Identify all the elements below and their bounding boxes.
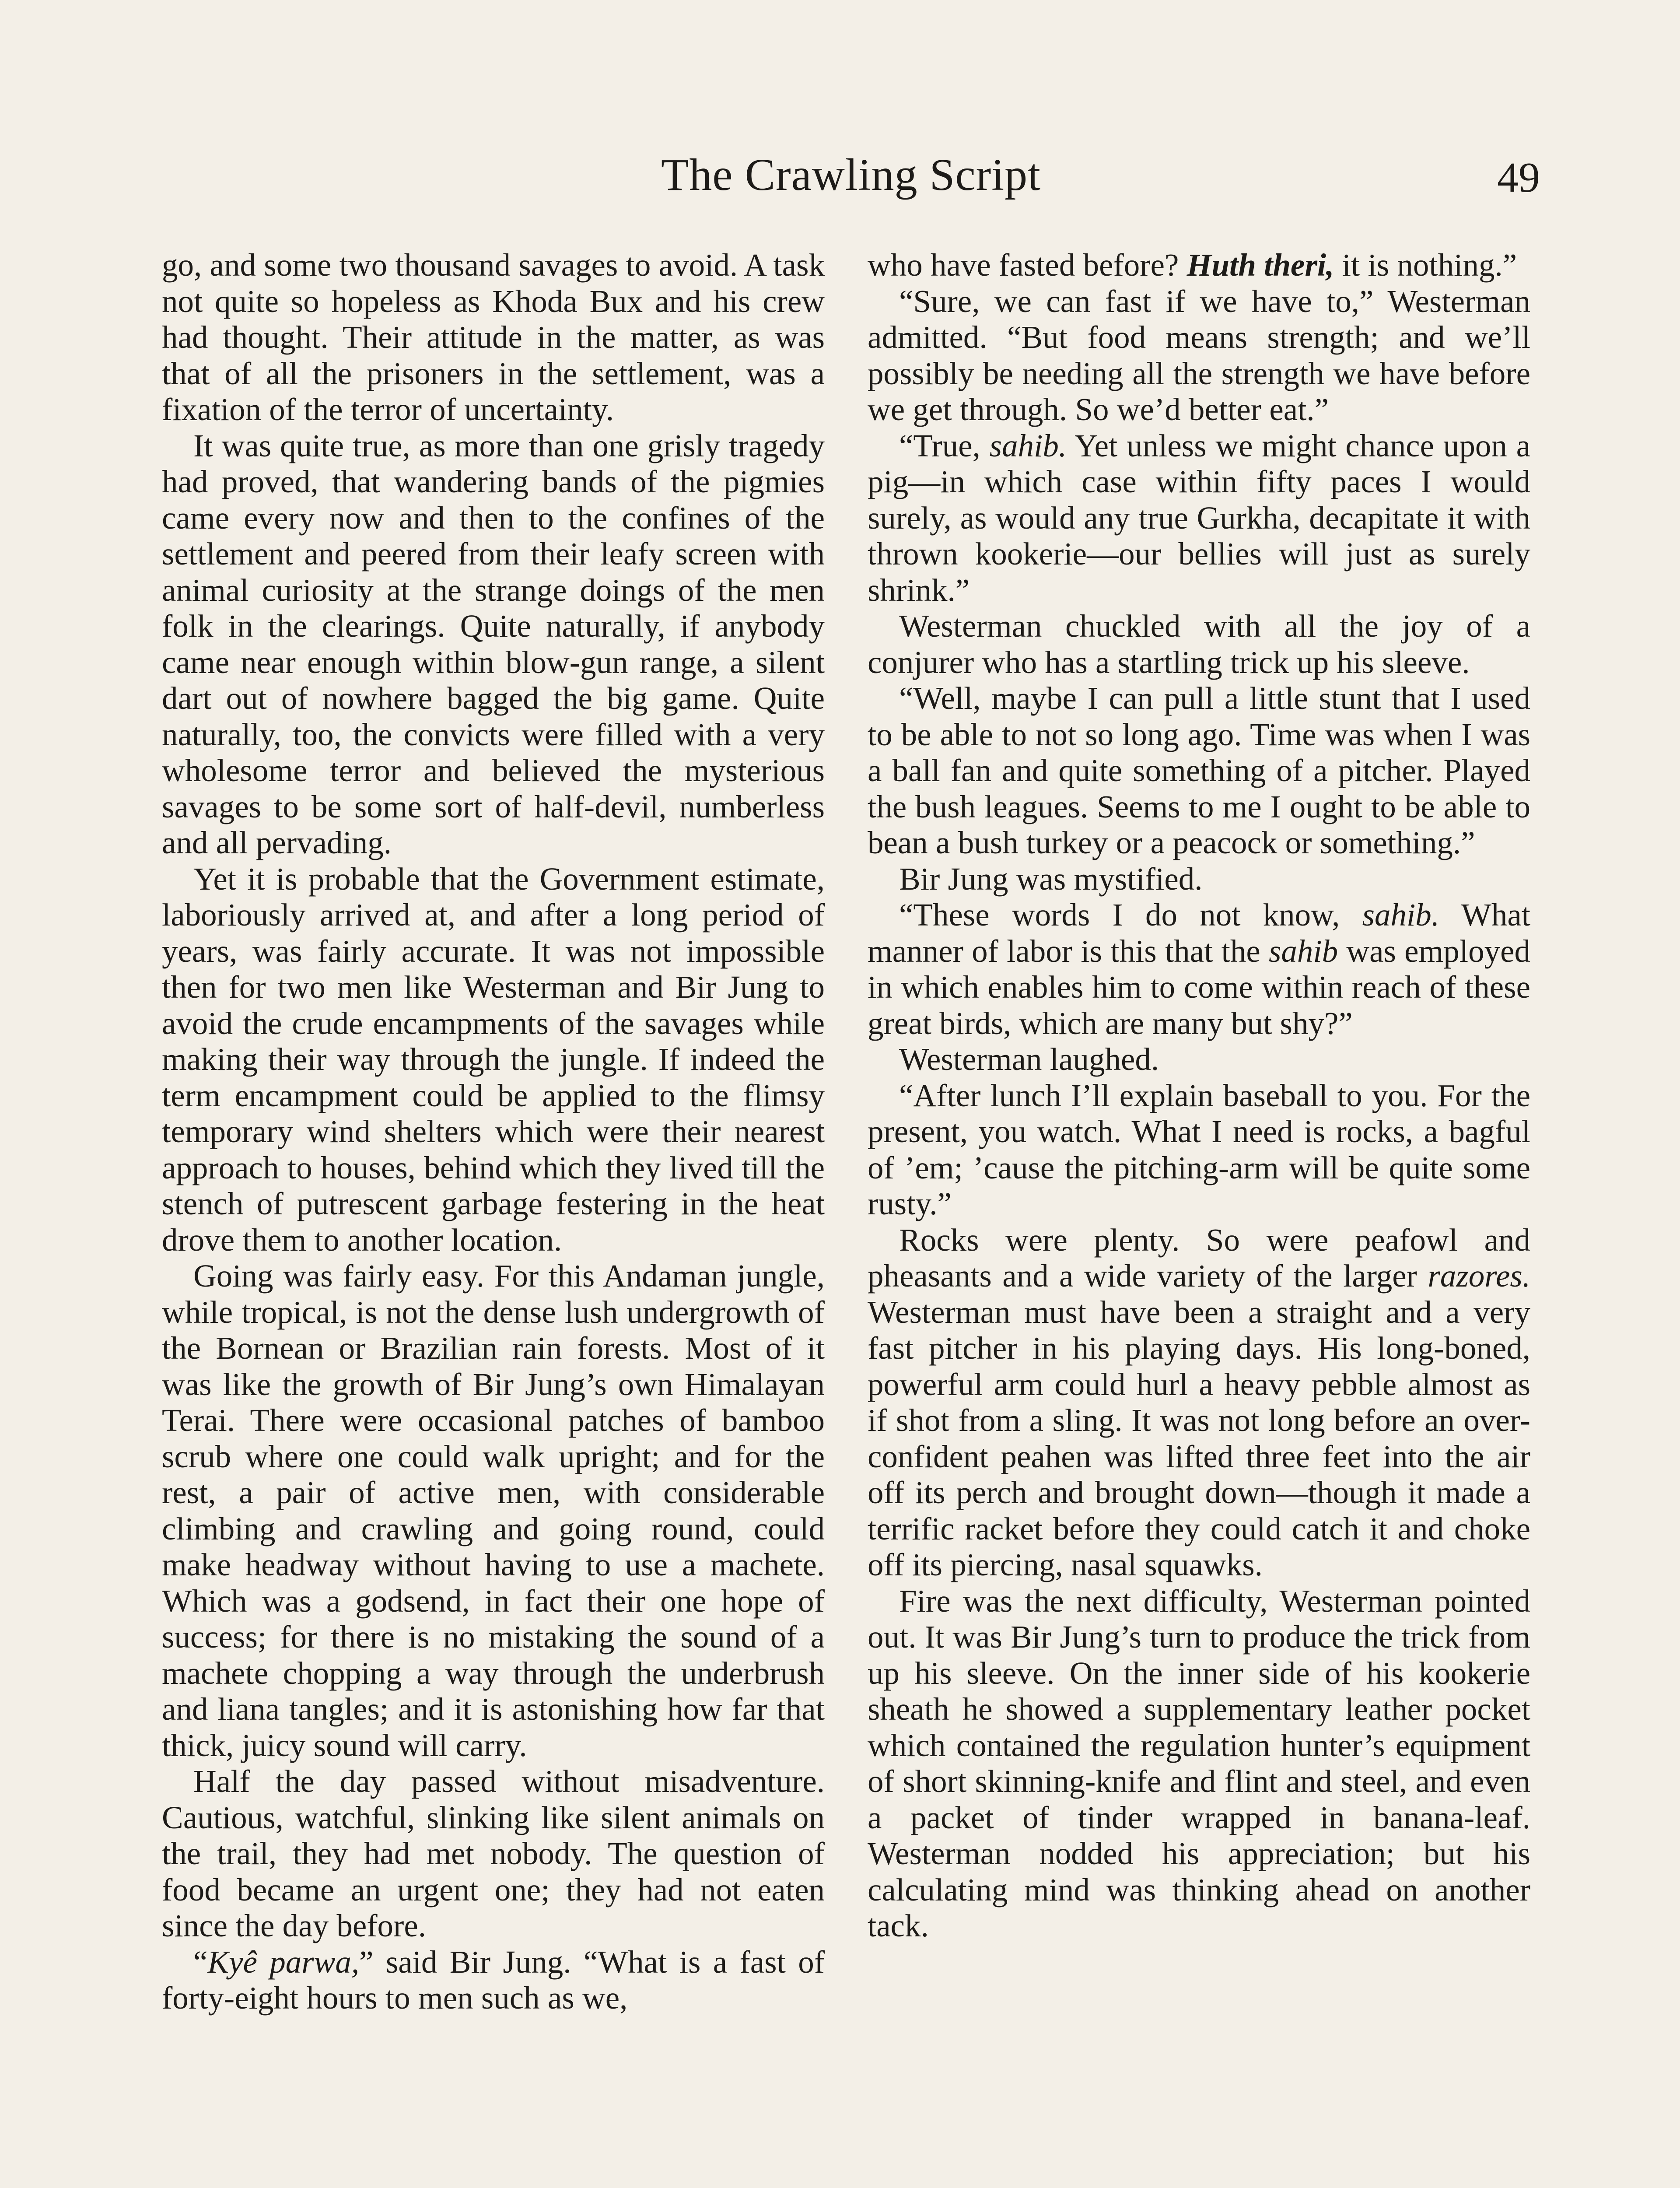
italic-word: sahib. [1362, 897, 1440, 933]
paragraph: It was quite true, as more than one grisly tragedy had proved, that wandering bands of the pigmies came every now and then to the confines of the settlement and peered from their leafy screen with animal curiosity at the strange doings of the men folk in the clearings. Quite naturally, if anybody came near enough within blow-gun range, a silent dart out of nowhere bagged the big game. Quite naturally, too, the convicts were filled with a very wholesome terror and believed the mysterious savages to be some sort of half-devil, numberless and all pervading. [162, 428, 825, 860]
paragraph: go, and some two thousand savages to avoid. A task not quite so hopeless as Khoda Bux and his crew had thought. Their attitude in the matter, as was that of all the prisoners in the settlement, was a fixation of the terror of uncertainty. [162, 247, 825, 427]
paragraph: Half the day passed without misadventure. Cautious, watchful, slinking like silent animals on the trail, they had met nobody. The question of food became an urgent one; they had not eaten since the day before. [162, 1764, 825, 1943]
open-quote: “ [193, 1944, 208, 1980]
hindustani-phrase: Huth theri, [1186, 247, 1334, 283]
paragraph-text: Westerman must have been a straight and a very fast pitcher in his playing days. His long-boned, powerful arm could hurl a heavy pebble almost as if shot from a sling. It was not long before an over-confident peahen was lifted three feet into the air off its perch and brought down—though it made a terrific racket before they could catch it and choke off its piercing, nasal squawks. [868, 1294, 1530, 1582]
paragraph: “Sure, we can fast if we have to,” Westerman admitted. “But food means strength; and we’ll possibly be needing all the strength we have before we get through. So we’d better eat.” [868, 283, 1530, 427]
paragraph-text: “These words I do not know, [899, 897, 1362, 933]
hindustani-phrase: Kyê parwa, [207, 1944, 360, 1980]
paragraph-text: was employed in which enables him to come within reach of these great birds, which are many but shy?” [868, 933, 1530, 1041]
paragraph: Westerman laughed. [899, 1041, 1159, 1077]
paragraph: Bir Jung was mystified. [899, 861, 1203, 897]
paragraph: “After lunch I’ll explain baseball to you. For the present, you watch. What I need is rocks, a bagful of ’em; ’cause the pitching-arm will be quite some rusty.” [868, 1077, 1530, 1221]
paragraph-text: who have fasted before? [868, 247, 1187, 283]
page-number: 49 [1497, 154, 1540, 201]
left-column [162, 247, 825, 2016]
paragraph: Westerman chuckled with all the joy of a conjurer who has a startling trick up his sleeve. [868, 608, 1530, 680]
paragraph-text: ” said Bir Jung. “What is a fast of forty-eight hours to men such as we, [162, 1944, 825, 2016]
running-title: The Crawling Script [661, 150, 1041, 200]
paragraph [868, 1222, 1530, 1583]
paragraph-text: it is nothing.” [1334, 247, 1517, 283]
paragraph [868, 428, 1530, 609]
paragraph [868, 897, 1530, 1041]
right-column [868, 247, 1530, 1944]
italic-word: razores. [1428, 1258, 1530, 1294]
page-header [162, 149, 1540, 214]
paragraph-kye-parwa [162, 1944, 825, 2016]
italic-word: sahib [1268, 933, 1338, 969]
paragraph: Fire was the next difficulty, Westerman pointed out. It was Bir Jung’s turn to produce the trick from up his sleeve. On the inner side of his kookerie sheath he showed a supplementary leather pocket which contained the regulation hunter’s equipment of short skinning-knife and flint and steel, and even a packet of tinder wrapped in banana-leaf. Westerman nodded his appreciation; but his calculating mind was thinking ahead on another tack. [868, 1583, 1530, 1943]
italic-word: sahib. [989, 428, 1067, 463]
paragraph-text: What manner of labor is this that the [868, 897, 1530, 969]
paragraph-text: Rocks were plenty. So were peafowl and pheasants and a wide variety of the larger [868, 1222, 1530, 1294]
paragraph-text: Yet unless we might chance upon a pig—in which case within fifty paces I would surely, as would any true Gurkha, decapitate it with thrown kookerie—our bellies will just as surely shrink.” [868, 428, 1531, 608]
paragraph [868, 247, 1530, 284]
paragraph: Yet it is probable that the Government estimate, laboriously arrived at, and after a long period of years, was fairly accurate. It was not impossible then for two men like Westerman and Bir Jung to avoid the crude encampments of the savages while making their way through the jungle. If indeed the term encampment could be applied to the flimsy temporary wind shelters which were their nearest approach to houses, behind which they lived till the stench of putrescent garbage festering in the heat drove them to another location. [162, 861, 825, 1258]
paragraph-text: “True, [899, 428, 990, 463]
paragraph: “Well, maybe I can pull a little stunt that I used to be able to not so long ago. Time was when I was a ball fan and quite something of a pitcher. Played the bush leagues. Seems to me I ought to be able to bean a bush turkey or a peacock or something.” [868, 680, 1530, 860]
paragraph: Going was fairly easy. For this Andaman jungle, while tropical, is not the dense lush undergrowth of the Bornean or Brazilian rain forests. Most of it was like the growth of Bir Jung’s own Himalayan Terai. There were occasional patches of bamboo scrub where one could walk upright; and for the rest, a pair of active men, with considerable climbing and crawling and going round, could make headway without having to use a machete. Which was a godsend, in fact their one hope of success; for there is no mistaking the sound of a machete chopping a way through the underbrush and liana tangles; and it is astonishing how far that thick, juicy sound will carry. [162, 1258, 825, 1763]
